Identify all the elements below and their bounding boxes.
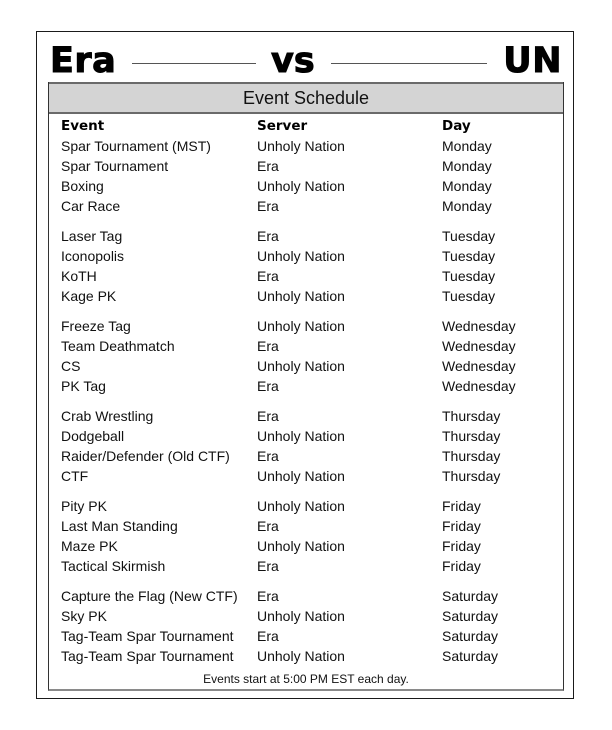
day-cell: Monday bbox=[442, 178, 492, 194]
table-row bbox=[49, 446, 563, 466]
day-group bbox=[49, 226, 563, 306]
event-cell: Iconopolis bbox=[61, 248, 125, 264]
schedule-title: Event Schedule bbox=[49, 82, 563, 114]
team-right-name: UN bbox=[503, 41, 562, 81]
day-cell: Thursday bbox=[442, 428, 501, 444]
day-cell: Saturday bbox=[442, 648, 499, 664]
table-row bbox=[49, 176, 563, 196]
event-cell: CTF bbox=[61, 468, 89, 484]
day-cell: Saturday bbox=[442, 628, 499, 644]
matchup-title bbox=[48, 40, 564, 82]
table-row bbox=[49, 426, 563, 446]
server-cell: Era bbox=[257, 588, 279, 604]
table-row bbox=[49, 316, 563, 336]
event-cell: Raider/Defender (Old CTF) bbox=[61, 448, 230, 464]
server-cell: Era bbox=[257, 448, 279, 464]
event-cell: Pity PK bbox=[61, 498, 107, 514]
server-cell: Unholy Nation bbox=[257, 498, 345, 514]
event-cell: PK Tag bbox=[61, 378, 106, 394]
event-cell: Spar Tournament bbox=[61, 158, 169, 174]
server-cell: Unholy Nation bbox=[257, 428, 345, 444]
column-header-day: Day bbox=[442, 118, 471, 134]
event-cell: Tactical Skirmish bbox=[61, 558, 166, 574]
event-cell: Freeze Tag bbox=[61, 318, 131, 334]
event-cell: Last Man Standing bbox=[61, 518, 178, 534]
event-cell: Tag-Team Spar Tournament bbox=[61, 628, 234, 644]
day-group bbox=[49, 316, 563, 396]
day-cell: Monday bbox=[442, 198, 492, 214]
event-cell: CS bbox=[61, 358, 81, 374]
table-row bbox=[49, 606, 563, 626]
day-cell: Friday bbox=[442, 498, 481, 514]
table-row bbox=[49, 646, 563, 666]
table-row bbox=[49, 556, 563, 576]
day-cell: Tuesday bbox=[442, 268, 496, 284]
table-row bbox=[49, 626, 563, 646]
team-left-name: Era bbox=[50, 41, 117, 81]
server-cell: Era bbox=[257, 228, 279, 244]
server-cell: Unholy Nation bbox=[257, 178, 345, 194]
day-group bbox=[49, 586, 563, 666]
title-divider-left bbox=[132, 63, 256, 64]
server-cell: Era bbox=[257, 408, 279, 424]
table-row bbox=[49, 246, 563, 266]
table-row bbox=[49, 376, 563, 396]
server-cell: Era bbox=[257, 378, 279, 394]
table-row bbox=[49, 286, 563, 306]
table-row bbox=[49, 226, 563, 246]
day-cell: Saturday bbox=[442, 608, 499, 624]
event-cell: Team Deathmatch bbox=[61, 338, 175, 354]
day-cell: Wednesday bbox=[442, 338, 516, 354]
server-cell: Unholy Nation bbox=[257, 468, 345, 484]
server-cell: Era bbox=[257, 268, 279, 284]
server-cell: Unholy Nation bbox=[257, 648, 345, 664]
table-row bbox=[49, 266, 563, 286]
day-cell: Tuesday bbox=[442, 248, 496, 264]
server-cell: Unholy Nation bbox=[257, 318, 345, 334]
day-cell: Tuesday bbox=[442, 288, 496, 304]
event-cell: Sky PK bbox=[61, 608, 107, 624]
event-cell: Maze PK bbox=[61, 538, 118, 554]
schedule-panel bbox=[48, 82, 564, 691]
table-row bbox=[49, 466, 563, 486]
day-cell: Thursday bbox=[442, 448, 501, 464]
event-cell: Kage PK bbox=[61, 288, 117, 304]
event-cell: Capture the Flag (New CTF) bbox=[61, 588, 238, 604]
server-cell: Unholy Nation bbox=[257, 248, 345, 264]
table-row bbox=[49, 406, 563, 426]
day-cell: Friday bbox=[442, 518, 481, 534]
server-cell: Era bbox=[257, 628, 279, 644]
day-cell: Wednesday bbox=[442, 358, 516, 374]
event-cell: KoTH bbox=[61, 268, 97, 284]
table-row bbox=[49, 516, 563, 536]
server-cell: Unholy Nation bbox=[257, 138, 345, 154]
table-row bbox=[49, 496, 563, 516]
day-cell: Wednesday bbox=[442, 378, 516, 394]
schedule-footnote: Events start at 5:00 PM EST each day. bbox=[203, 672, 409, 686]
server-cell: Era bbox=[257, 158, 279, 174]
day-cell: Saturday bbox=[442, 588, 499, 604]
schedule-table-body bbox=[49, 136, 563, 676]
server-cell: Era bbox=[257, 338, 279, 354]
server-cell: Unholy Nation bbox=[257, 358, 345, 374]
event-cell: Boxing bbox=[61, 178, 104, 194]
server-cell: Era bbox=[257, 518, 279, 534]
event-cell: Tag-Team Spar Tournament bbox=[61, 648, 234, 664]
day-cell: Thursday bbox=[442, 468, 501, 484]
column-header-server: Server bbox=[257, 118, 308, 134]
day-cell: Thursday bbox=[442, 408, 501, 424]
server-cell: Era bbox=[257, 198, 279, 214]
table-row bbox=[49, 196, 563, 216]
day-cell: Wednesday bbox=[442, 318, 516, 334]
event-cell: Dodgeball bbox=[61, 428, 125, 444]
day-group bbox=[49, 136, 563, 216]
server-cell: Unholy Nation bbox=[257, 538, 345, 554]
versus-label: vs bbox=[271, 41, 315, 81]
table-row bbox=[49, 536, 563, 556]
title-divider-right bbox=[331, 63, 487, 64]
event-cell: Car Race bbox=[61, 198, 121, 214]
table-row bbox=[49, 356, 563, 376]
table-row bbox=[49, 336, 563, 356]
day-cell: Friday bbox=[442, 558, 481, 574]
table-row bbox=[49, 586, 563, 606]
table-row bbox=[49, 156, 563, 176]
event-cell: Spar Tournament (MST) bbox=[61, 138, 211, 154]
table-row bbox=[49, 136, 563, 156]
day-cell: Friday bbox=[442, 538, 481, 554]
column-header-event: Event bbox=[61, 118, 105, 134]
server-cell: Unholy Nation bbox=[257, 608, 345, 624]
day-cell: Tuesday bbox=[442, 228, 496, 244]
day-cell: Monday bbox=[442, 138, 492, 154]
day-group bbox=[49, 496, 563, 576]
day-cell: Monday bbox=[442, 158, 492, 174]
event-cell: Laser Tag bbox=[61, 228, 123, 244]
event-cell: Crab Wrestling bbox=[61, 408, 154, 424]
server-cell: Unholy Nation bbox=[257, 288, 345, 304]
day-group bbox=[49, 406, 563, 486]
server-cell: Era bbox=[257, 558, 279, 574]
